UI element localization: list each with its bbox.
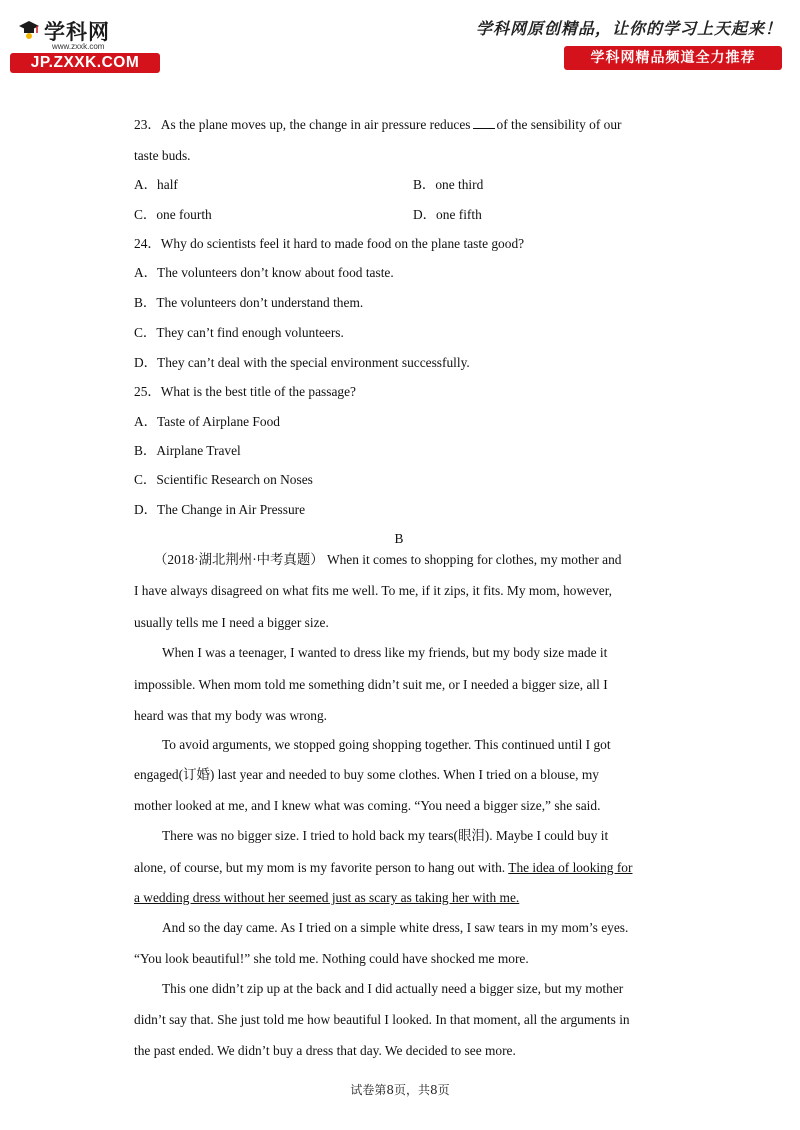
header-slogan: 学科网原创精品，让你的学习上天起来！: [475, 19, 782, 38]
passage-line: didn’t say that. She just told me how beautiful I looked. In that moment, all the arguments in: [134, 1012, 630, 1027]
q24-option-b: B．The volunteers don’t understand them.: [134, 295, 364, 310]
passage-line: This one didn’t zip up at the back and I did actually need a bigger size, but my mother: [162, 981, 624, 996]
passage-line: mother looked at me, and I knew what was coming. “You need a bigger size,” she said.: [134, 798, 601, 813]
question-24-stem: 24．Why do scientists feel it hard to made food on the plane taste good?: [134, 236, 525, 251]
passage-line: usually tells me I need a bigger size.: [134, 615, 329, 630]
passage-line: impossible. When mom told me something didn’t suit me, or I needed a bigger size, all I: [134, 677, 608, 692]
underlined-sentence-cont: a wedding dress without her seemed just as scary as taking her with me.: [134, 890, 520, 905]
recommend-banner: 学科网精品频道全力推荐: [564, 46, 782, 70]
answer-blank: [473, 118, 495, 129]
passage-line: alone, of course, but my mom is my favorite person to hang out with. The idea of looking for: [134, 860, 633, 875]
question-23-stem-cont: taste buds.: [134, 148, 191, 163]
page-footer: 试卷第8页，共8页: [350, 1083, 450, 1097]
passage-line: There was no bigger size. I tried to hold back my tears(眼泪). Maybe I could buy it: [162, 828, 609, 843]
q23-option-d: D．one fifth: [413, 207, 482, 222]
passage-line: When I was a teenager, I wanted to dress like my friends, but my body size made it: [162, 645, 608, 660]
logo-text: 学科网: [44, 20, 110, 44]
passage-line: （2018·湖北荆州·中考真题） When it comes to shopping for clothes, my mother and: [154, 552, 622, 567]
q24-option-d: D．They can’t deal with the special environment successfully.: [134, 355, 470, 370]
passage-line: To avoid arguments, we stopped going shopping together. This continued until I got: [162, 737, 611, 752]
q24-option-c: C．They can’t find enough volunteers.: [134, 325, 344, 340]
passage-line: I have always disagreed on what fits me well. To me, if it zips, it fits. My mom, however,: [134, 583, 613, 598]
passage-line: engaged(订婚) last year and needed to buy some clothes. When I tried on a blouse, my: [134, 767, 599, 782]
q23-option-b: B．one third: [413, 177, 484, 192]
passage-line: “You look beautiful!” she told me. Nothing could have shocked me more.: [134, 951, 529, 966]
logo-url: www.zxxk.com: [52, 42, 105, 51]
question-25-stem: 25．What is the best title of the passage?: [134, 384, 356, 399]
section-heading: B: [394, 531, 404, 546]
passage-line: And so the day came. As I tried on a simple white dress, I saw tears in my mom’s eyes.: [162, 920, 629, 935]
question-23-stem: 23．As the plane moves up, the change in air pressure reduces of the sensibility of our: [134, 117, 622, 132]
passage-line: heard was that my body was wrong.: [134, 708, 328, 723]
q24-option-a: A．The volunteers don’t know about food taste.: [134, 265, 394, 280]
graduation-cap-icon: [18, 18, 40, 40]
q25-option-c: C．Scientific Research on Noses: [134, 472, 313, 487]
logo-banner: JP.ZXXK.COM: [10, 53, 160, 73]
passage-line: the past ended. We didn’t buy a dress that day. We decided to see more.: [134, 1043, 516, 1058]
underlined-sentence: The idea of looking for: [508, 860, 633, 875]
q25-option-d: D．The Change in Air Pressure: [134, 502, 306, 517]
q25-option-a: A．Taste of Airplane Food: [134, 414, 280, 429]
q23-option-c: C．one fourth: [134, 207, 212, 222]
q23-option-a: A．half: [134, 177, 178, 192]
site-logo: [10, 12, 160, 74]
q25-option-b: B．Airplane Travel: [134, 443, 241, 458]
